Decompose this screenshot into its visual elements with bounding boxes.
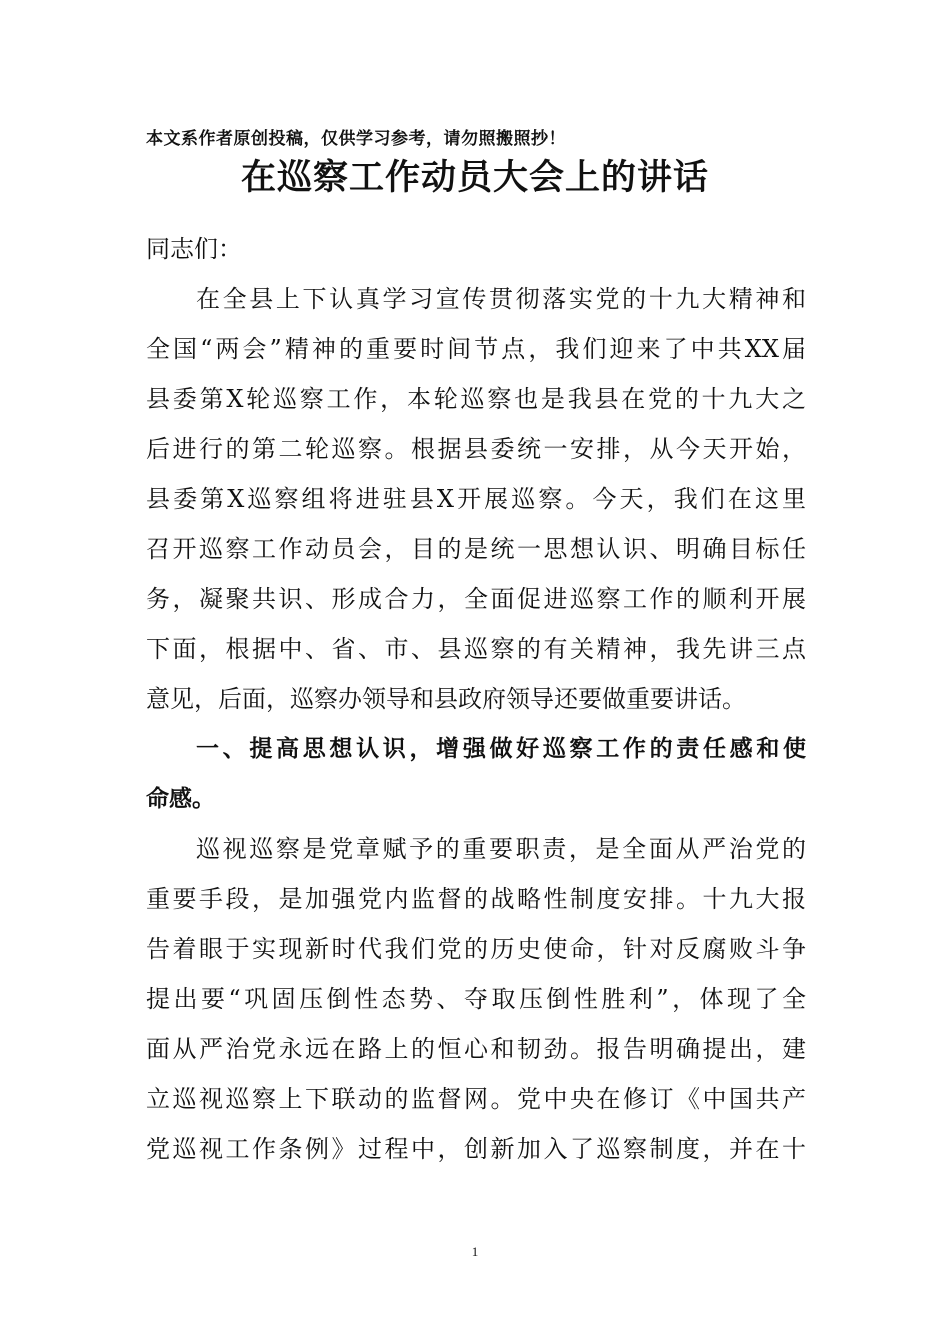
section-heading-1: [146, 724, 806, 824]
text-line: 后进行的第二轮巡察。根据县委统一安排，从今天开始，: [146, 435, 806, 463]
text-line: 意见，后面，巡察办领导和县政府领导还要做重要讲话。: [146, 685, 746, 713]
text-line: 在全县上下认真学习宣传贯彻落实党的十九大精神和: [196, 285, 806, 313]
text-line: 县委第X巡察组将进驻县X开展巡察。今天，我们在这里: [146, 485, 806, 513]
text-line: 巡视巡察是党章赋予的重要职责，是全面从严治党的: [196, 835, 806, 863]
text-line: 告着眼于实现新时代我们党的历史使命，针对反腐败斗争: [146, 935, 806, 963]
text-line: 重要手段，是加强党内监督的战略性制度安排。十九大报: [146, 885, 806, 913]
document-title: 在巡察工作动员大会上的讲话: [240, 157, 709, 198]
text-line: 提出要“巩固压倒性态势、夺取压倒性胜利”，体现了全: [146, 985, 806, 1013]
copyright-notice: 本文系作者原创投稿，仅供学习参考，请勿照搬照抄！: [146, 129, 566, 149]
text-line: 全国“两会”精神的重要时间节点，我们迎来了中共XX届: [146, 335, 806, 363]
document-body: [146, 224, 806, 1174]
heading-line: 一、提高思想认识，增强做好巡察工作的责任感和使: [196, 736, 806, 762]
text-line: 县委第X轮巡察工作，本轮巡察也是我县在党的十九大之: [146, 385, 806, 413]
text-line: 面从严治党永远在路上的恒心和韧劲。报告明确提出，建: [146, 1035, 806, 1063]
page-number: 1: [471, 1244, 479, 1259]
paragraph-2: [146, 824, 806, 1174]
text-line: 务，凝聚共识、形成合力，全面促进巡察工作的顺利开展: [146, 585, 806, 613]
paragraph-1: [146, 274, 806, 724]
text-line: 党巡视工作条例》过程中，创新加入了巡察制度，并在十: [146, 1135, 806, 1163]
salutation: 同志们：: [146, 235, 242, 263]
text-line: 立巡视巡察上下联动的监督网。党中央在修订《中国共产: [146, 1085, 806, 1113]
text-line: 召开巡察工作动员会，目的是统一思想认识、明确目标任: [146, 535, 806, 563]
heading-line: 命感。: [146, 786, 215, 812]
text-line: 下面，根据中、省、市、县巡察的有关精神，我先讲三点: [146, 635, 806, 663]
